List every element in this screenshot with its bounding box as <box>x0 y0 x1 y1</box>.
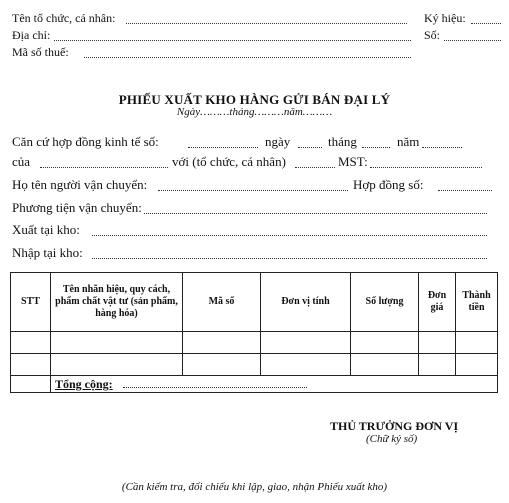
header-quantity: Số lượng <box>351 273 419 332</box>
of-field[interactable] <box>40 167 168 168</box>
signature-title: THỦ TRƯỞNG ĐƠN VỊ <box>330 419 459 433</box>
table-cell[interactable] <box>183 354 261 376</box>
contract-no-field[interactable] <box>438 190 492 191</box>
contract-no-label: Hợp đồng số: <box>353 177 424 192</box>
table-cell[interactable] <box>351 332 419 354</box>
total-row <box>11 376 498 393</box>
export-warehouse-label: Xuất tại kho: <box>12 222 80 237</box>
with-label: với (tổ chức, cá nhân) <box>172 154 286 169</box>
table-cell <box>11 376 51 393</box>
org-name-field[interactable] <box>126 23 407 24</box>
date-line: Ngày………tháng………năm……… <box>176 106 333 118</box>
table-cell[interactable] <box>456 354 498 376</box>
header-stt: STT <box>11 273 51 332</box>
document-title: PHIẾU XUẤT KHO HÀNG GỬI BÁN ĐẠI LÝ <box>118 92 391 107</box>
total-field[interactable] <box>123 387 307 388</box>
month-field[interactable] <box>362 147 390 148</box>
table-cell[interactable] <box>351 354 419 376</box>
signature-note: (Chữ ký số) <box>366 433 418 445</box>
goods-table <box>10 272 498 393</box>
address-label: Địa chỉ: <box>12 28 51 42</box>
header-item-name: Tên nhãn hiệu, quy cách, phẩm chất vật tư (sản phẩm, hàng hóa) <box>51 273 183 332</box>
total-label-cell <box>51 376 498 393</box>
vehicle-label: Phương tiện vận chuyển: <box>12 200 142 215</box>
table-cell[interactable] <box>183 332 261 354</box>
table-cell[interactable] <box>261 354 351 376</box>
address-field[interactable] <box>54 40 411 41</box>
total-label: Tổng cộng: <box>55 377 113 391</box>
header-unit: Đơn vị tính <box>261 273 351 332</box>
year-label: năm <box>397 134 420 149</box>
month-label: tháng <box>328 134 357 149</box>
table-row <box>11 354 498 376</box>
table-cell[interactable] <box>51 332 183 354</box>
number-field[interactable] <box>444 40 501 41</box>
table-cell[interactable] <box>11 332 51 354</box>
table-cell[interactable] <box>419 332 456 354</box>
table-cell[interactable] <box>11 354 51 376</box>
table-header-row <box>11 273 498 332</box>
number-label: Số: <box>424 28 441 42</box>
contract-number-field[interactable] <box>188 147 258 148</box>
table-cell[interactable] <box>456 332 498 354</box>
with-field[interactable] <box>295 167 335 168</box>
header-code: Mã số <box>183 273 261 332</box>
of-label: của <box>12 154 31 169</box>
export-warehouse-field[interactable] <box>92 235 487 236</box>
mst-label: MST: <box>338 154 368 169</box>
tax-code-field[interactable] <box>84 57 411 58</box>
symbol-label: Ký hiệu: <box>424 11 466 25</box>
day-field[interactable] <box>298 147 322 148</box>
table-row <box>11 332 498 354</box>
symbol-field[interactable] <box>471 23 501 24</box>
contract-label: Căn cứ hợp đồng kinh tế số: <box>12 134 159 149</box>
footer-note: (Cần kiểm tra, đối chiếu khi lập, giao, nhận Phiếu xuất kho) <box>121 481 388 493</box>
carrier-field[interactable] <box>158 190 348 191</box>
tax-code-label: Mã số thuế: <box>12 45 69 59</box>
carrier-label: Họ tên người vận chuyển: <box>12 177 148 192</box>
vehicle-field[interactable] <box>144 213 487 214</box>
table-cell[interactable] <box>51 354 183 376</box>
header-amount: Thành tiền <box>456 273 498 332</box>
table-cell[interactable] <box>419 354 456 376</box>
year-field[interactable] <box>422 147 462 148</box>
table-cell[interactable] <box>261 332 351 354</box>
org-name-label: Tên tổ chức, cá nhân: <box>12 11 116 25</box>
header-unit-price: Đơn giá <box>419 273 456 332</box>
day-label: ngày <box>265 134 291 149</box>
import-warehouse-label: Nhập tại kho: <box>12 245 83 260</box>
mst-field[interactable] <box>370 167 482 168</box>
import-warehouse-field[interactable] <box>92 258 487 259</box>
